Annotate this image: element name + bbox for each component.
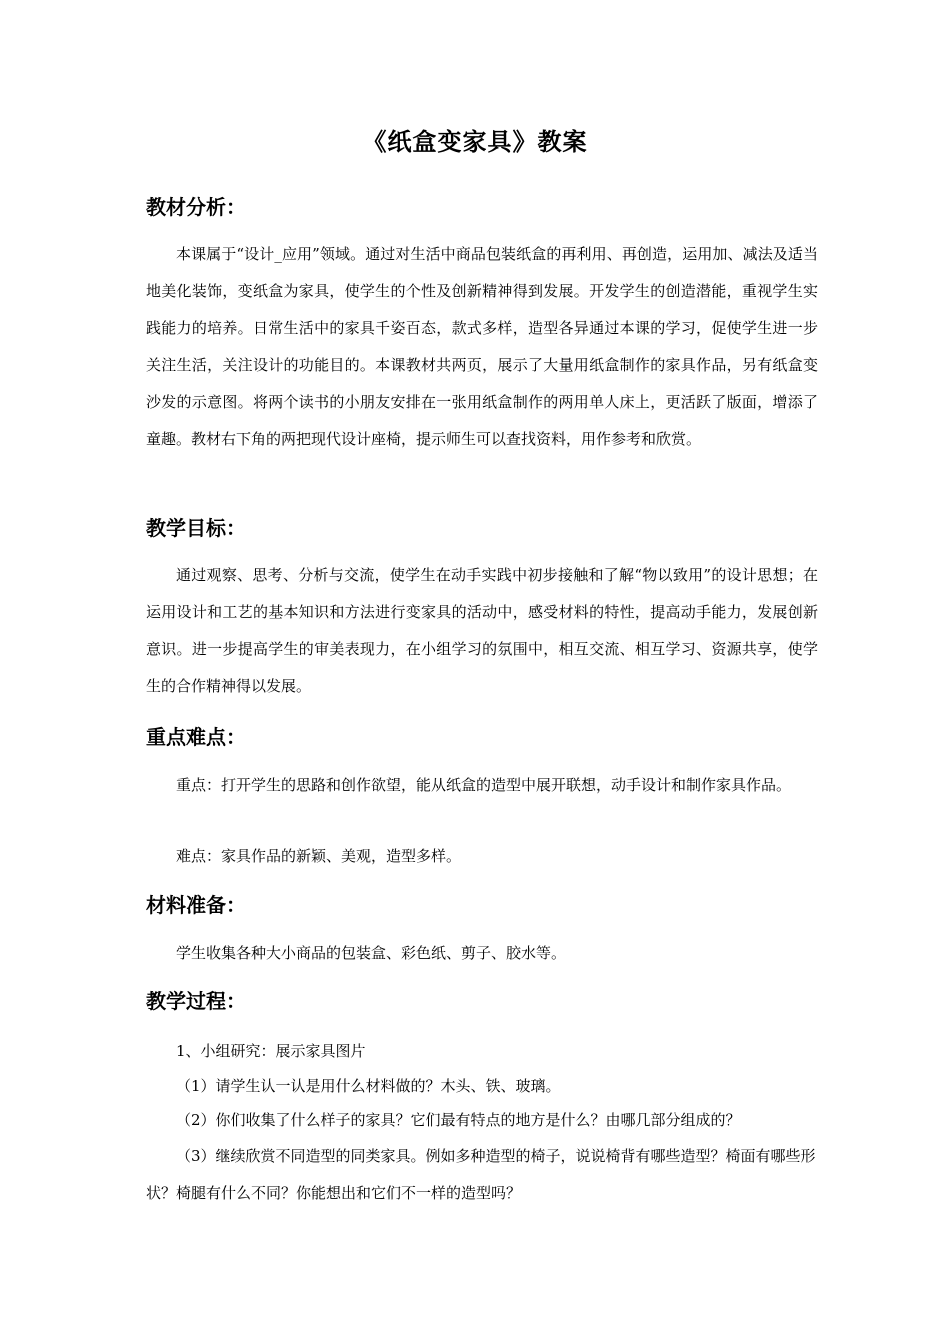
focus-paragraph: 重点：打开学生的思路和创作欲望，能从纸盒的造型中展开联想，动手设计和制作家具作品。 [176,776,792,794]
process-question-3: （3）继续欣赏不同造型的同类家具。例如多种造型的椅子，说说椅背有哪些造型？椅面有哪些形状？椅腿有什么不同？你能想出和它们不一样的造型吗？ [146,1147,816,1202]
process-step-1: 1、小组研究：展示家具图片 [176,1042,366,1060]
heading-key-points: 重点难点： [146,725,246,749]
process-question-2: （2）你们收集了什么样子的家具？它们最有特点的地方是什么？由哪几部分组成的？ [176,1111,741,1129]
heading-goals: 教学目标： [146,516,246,540]
analysis-paragraph: 本课属于“设计_应用”领域。通过对生活中商品包装纸盒的再利用、再创造，运用加、减法及适当地美化装饰，变纸盒为家具，使学生的个性及创新精神得到发展。开发学生的创造潜能，重视学生实践能力的培养。日常生活中的家具千姿百态，款式多样，造型各异通过本课的学习，促使学生进一步关注生活，关注设计的功能目的。本课教材共两页，展示了大量用纸盒制作的家具作品，另有纸盒变沙发的示意图。将两个读书的小朋友安排在一张用纸盒制作的两用单人床上，更活跃了版面，增添了童趣。教材右下角的两把现代设计座椅，提示师生可以查找资料，用作参考和欣赏。 [146,245,818,448]
document-title: 《纸盒变家具》教案 [362,128,588,156]
heading-process: 教学过程： [146,989,246,1013]
difficulty-line: 难点：家具作品的新颖、美观，造型多样。 [176,847,462,865]
process-question-1: （1）请学生认一认是用什么材料做的？木头、铁、玻璃。 [176,1077,561,1095]
heading-analysis: 教材分析： [146,195,246,219]
goals-paragraph: 通过观察、思考、分析与交流，使学生在动手实践中初步接触和了解“物以致用”的设计思想；在运用设计和工艺的基本知识和方法进行变家具的活动中，感受材料的特性，提高动手能力，发展创新意识。进一步提高学生的审美表现力，在小组学习的氛围中，相互交流、相互学习、资源共享，使学生的合作精神得以发展。 [146,566,818,695]
materials-line: 学生收集各种大小商品的包装盒、彩色纸、剪子、胶水等。 [176,944,567,962]
heading-materials: 材料准备： [146,893,246,917]
